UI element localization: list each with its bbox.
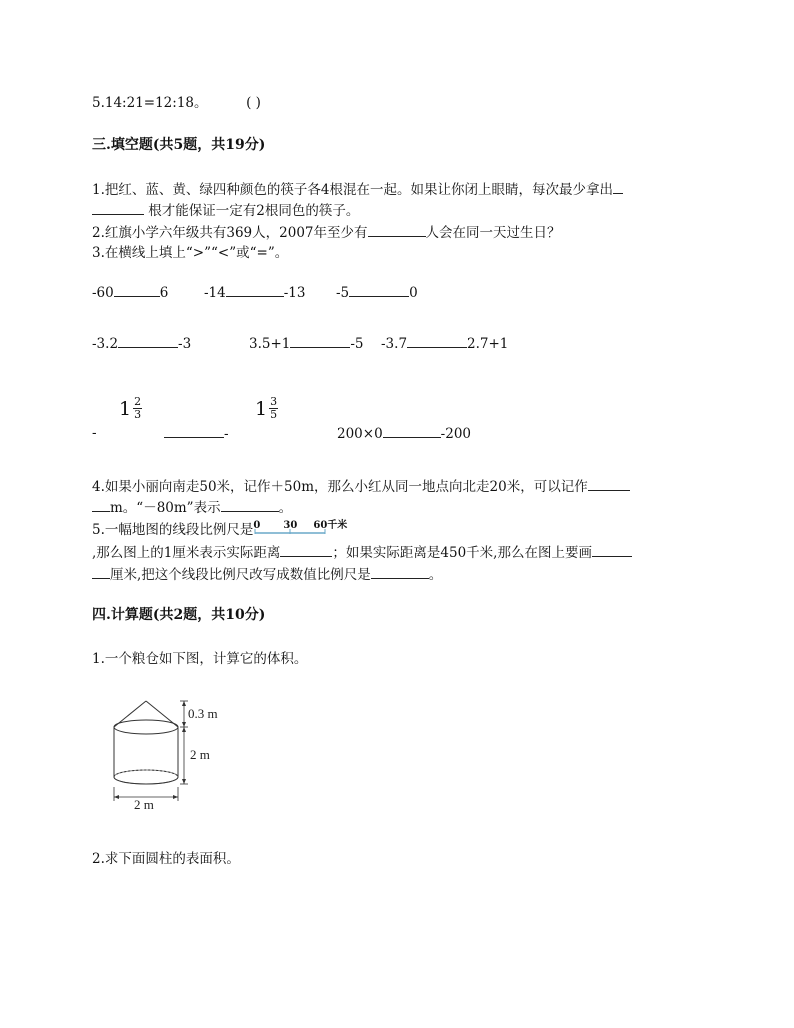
fill-q4-pre: 4.如果小丽向南走50米，记作＋50m，那么小红从同一地点向北走20米，可以记作 [92,479,588,495]
judge-q5 [92,94,261,112]
granary-diagram [96,693,246,813]
fill-q1-text1: 1.把红、蓝、黄、绿四种颜色的筷子各4根混在一起。如果让你闭上眼睛，每次最少拿出 [92,182,613,198]
q3-r3-a3: 200×0 [337,426,383,442]
q3-r1-blank3[interactable] [349,283,409,297]
fill-q4-blank-b[interactable] [92,498,110,512]
q3-r1-b3: 0 [409,285,418,301]
judge-q5-text: 5.14:21=12:18。 [92,95,208,111]
q3-row2-item2 [249,334,364,353]
q3-row1-item2 [204,283,306,302]
fill-q1-blank-b[interactable] [92,201,144,215]
fill-q5-line1 [92,520,349,539]
q3-r3-blank1[interactable] [164,424,224,438]
fill-q1-line2 [92,201,359,220]
fill-q1-line1 [92,180,623,199]
q3-r2-blank3[interactable] [407,334,467,348]
fill-q5-l3end: 。 [428,567,443,583]
q3-r2-b3: 2.7+1 [467,336,509,352]
q3-r3-minus2: - [224,426,229,442]
fill-q4-mid: m。“－80m”表示 [110,500,221,516]
frac1-whole: 1 [119,397,132,420]
q3-r3-fraction1 [119,396,142,421]
q3-r2-blank1[interactable] [118,334,178,348]
q3-row1-item1 [92,283,168,302]
q3-r3-minus1: - [92,425,97,441]
judge-q5-paren: ( ) [246,95,261,111]
q3-r2-a1: -3.2 [92,336,119,352]
q3-r1-blank2[interactable] [226,283,284,297]
fill-q4-blank-a[interactable] [588,477,630,491]
fill-q5-blank-a[interactable] [280,543,332,557]
fill-q2-pre: 2.红旗小学六年级共有369人，2007年至少有 [92,225,368,241]
fill-q5-pre: 5.一幅地图的线段比例尺是 [92,522,254,538]
q3-r2-b1: -3 [178,336,192,352]
fill-q5-l3mid: 厘米,把这个线段比例尺改写成数值比例尺是 [110,567,371,583]
q3-r3-item2 [164,424,229,443]
label-cone-height: 0.3 m [188,706,218,721]
fill-q5-l2mid: ；如果实际距离是450千米,那么在图上要画 [332,545,592,561]
section3-title: 三.填空题(共5题，共19分) [92,137,266,153]
fill-q5-blank-b[interactable] [592,543,632,557]
fill-q4-line2 [92,498,292,517]
calc-q1-text: 1.一个粮仓如下图，计算它的体积。 [92,651,308,667]
q3-r1-blank1[interactable] [114,283,160,297]
q3-r2-blank2[interactable] [290,334,350,348]
scale-tick-60: 60千米 [313,520,348,531]
q3-r1-a2: -14 [204,285,226,301]
fill-q4-line1 [92,477,630,496]
calc-q2-text: 2.求下面圆柱的表面积。 [92,851,240,867]
q3-r1-b2: -13 [283,285,306,301]
fill-q5-line2 [92,543,632,562]
q3-r1-b1: 6 [159,285,169,301]
fill-q2-blank[interactable] [368,223,426,237]
frac2-whole: 1 [255,397,268,420]
section4-title: 四.计算题(共2题，共10分) [92,607,266,623]
frac1-num: 2 [134,395,142,408]
scale-bar [253,520,349,536]
fill-q5-line3 [92,565,442,584]
frac1-den: 3 [134,408,142,421]
q3-r2-b2: -5 [350,336,364,352]
fill-q1-blank-a[interactable] [613,180,623,194]
q3-r3-b3: -200 [440,426,472,442]
fill-q1-text2: 根才能保证一定有2根同色的筷子。 [148,203,360,219]
fill-q5-blank-d[interactable] [371,565,429,579]
fill-q5-blank-c[interactable] [92,565,110,579]
q3-r1-a3: -5 [336,285,350,301]
granary-figure [96,693,246,813]
label-cylinder-height: 2 m [190,747,210,762]
q3-r2-a2: 3.5+1 [249,336,291,352]
fill-q4-blank-c[interactable] [221,498,279,512]
scale-tick-30: 30 [283,520,298,531]
fill-q3-stem: 3.在横线上填上“>”“<”或“=”。 [92,245,289,261]
scale-tick-0: 0 [253,520,261,531]
q3-r3-fraction2 [255,396,278,421]
q3-row2-item1 [92,334,191,353]
label-diameter: 2 m [134,797,154,812]
q3-r1-a1: -60 [92,285,114,301]
fill-q4-end: 。 [278,500,293,516]
q3-r3-blank2[interactable] [383,424,441,438]
q3-r3-item3 [337,424,471,443]
q3-row1-item3 [336,283,418,302]
fill-q2 [92,223,561,242]
frac2-num: 3 [270,395,278,408]
frac2-den: 5 [270,408,278,421]
fill-q5-l2pre: ,那么图上的1厘米表示实际距离 [92,545,281,561]
q3-r2-a3: -3.7 [381,336,408,352]
q3-row2-item3 [381,334,508,353]
fill-q2-post: 人会在同一天过生日？ [425,225,561,241]
